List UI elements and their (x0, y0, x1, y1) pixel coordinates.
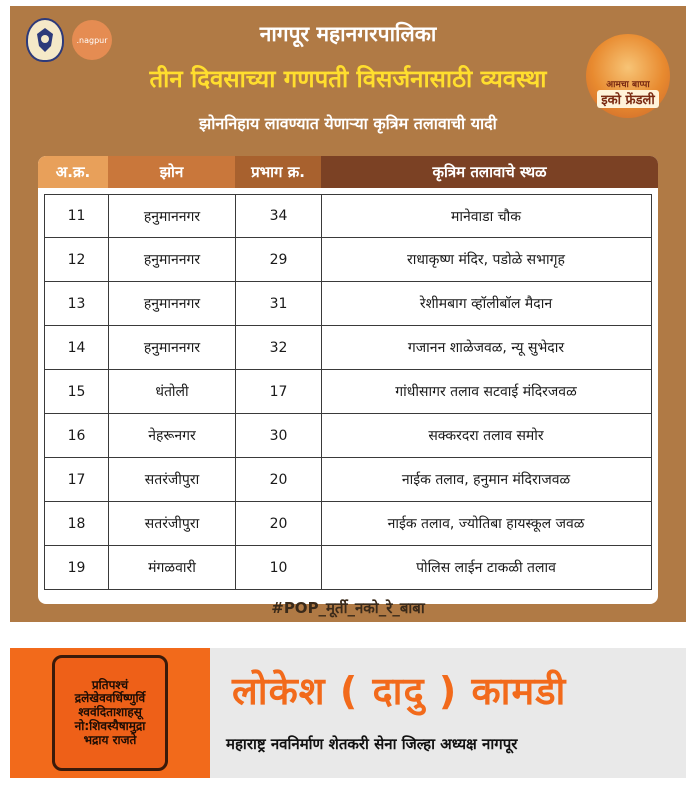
table-header (38, 156, 658, 188)
table-row (44, 414, 652, 458)
header-serial: अ.क्र. (38, 156, 108, 188)
table-row (44, 370, 652, 414)
poster-subtitle: झोननिहाय लावण्यात येणाऱ्या कृत्रिम तलावाची यादी (199, 114, 497, 133)
cell-ward: 29 (236, 238, 322, 281)
header-ward: प्रभाग क्र. (235, 156, 321, 188)
cell-serial: 19 (45, 546, 109, 589)
person-role: महाराष्ट्र नवनिर्माण शेतकरी सेना जिल्हा अध्यक्ष नागपूर (226, 735, 518, 753)
cell-location: मानेवाडा चौक (450, 208, 521, 225)
cell-location: पोलिस लाईन टाकळी तलाव (416, 560, 556, 576)
hashtag: #POP_मूर्ती_नको_रे_बाबा (271, 599, 425, 617)
table-row (44, 238, 652, 282)
table-body (38, 188, 658, 590)
cell-ward: 32 (236, 326, 322, 369)
cell-zone: हनुमाननगर (109, 238, 236, 281)
cell-serial: 12 (45, 238, 109, 281)
cell-zone: मंगळवारी (109, 546, 236, 589)
cell-location: गजानन शाळेजवळ, न्यू सुभेदार (407, 340, 565, 356)
cell-serial: 17 (45, 458, 109, 501)
table-row (44, 546, 652, 590)
cell-zone: हनुमाननगर (109, 195, 236, 237)
cell-ward: 20 (236, 502, 322, 545)
cell-ward: 34 (236, 195, 322, 237)
seal-line: प्रतिपश्चं (91, 677, 129, 692)
seal-panel (10, 648, 210, 778)
table-row (44, 326, 652, 370)
cell-zone: धंतोली (109, 370, 236, 413)
cell-serial: 14 (45, 326, 109, 369)
poster (10, 6, 686, 622)
seal-line: द्रलेखेववर्धिष्णुर्वि (74, 691, 146, 706)
corp-name: नागपूर महानगरपालिका (259, 22, 437, 46)
signature-banner (10, 648, 686, 778)
table-row (44, 282, 652, 326)
table-row (44, 194, 652, 238)
cell-location: नाईक तलाव, हनुमान मंदिराजवळ (401, 472, 571, 488)
poster-title: तीन दिवसाच्या गणपती विसर्जनासाठी व्यवस्था (149, 65, 547, 93)
cell-ward: 30 (236, 414, 322, 457)
cell-serial: 11 (45, 195, 109, 237)
cell-serial: 18 (45, 502, 109, 545)
cell-location: राधाकृष्ण मंदिर, पडोळे सभागृह (407, 252, 565, 268)
cell-serial: 16 (45, 414, 109, 457)
cell-ward: 31 (236, 282, 322, 325)
table-row (44, 502, 652, 546)
header-zone: झोन (108, 156, 235, 188)
cell-serial: 13 (45, 282, 109, 325)
cell-ward: 20 (236, 458, 322, 501)
cell-zone: सतरंजीपुरा (109, 458, 236, 501)
eco-ganesha-logo-icon (586, 34, 670, 118)
person-name: लोकेश ( दादु ) कामडी (232, 669, 567, 713)
cell-zone: सतरंजीपुरा (109, 502, 236, 545)
seal-line: नो:शिवस्यैषामुद्रा (74, 718, 146, 733)
table-row (44, 458, 652, 502)
cell-location: नाईक तलाव, ज्योतिबा हायस्कूल जवळ (387, 516, 585, 532)
cell-location: गांधीसागर तलाव सटवाई मंदिरजवळ (395, 384, 577, 400)
cell-zone: हनुमाननगर (109, 326, 236, 369)
header-location: कृत्रिम तलावाचे स्थळ (321, 156, 658, 188)
seal-line: श्ववंदिताशाहसू (78, 705, 142, 720)
cell-zone: नेहरूनगर (109, 414, 236, 457)
cell-ward: 10 (236, 546, 322, 589)
cell-location: रेशीमबाग व्हॉलीबॉल मैदान (419, 296, 553, 312)
nagpur-logo-icon: .nagpur (72, 20, 112, 60)
eco-logo-line1: आमचा बाप्पा (606, 80, 650, 90)
tank-table (38, 156, 658, 604)
shivmudra-seal-icon (52, 655, 168, 771)
eco-logo-line2: इको फ्रेंडली (597, 90, 658, 108)
seal-line: भद्राय राजते (83, 732, 137, 747)
cell-serial: 15 (45, 370, 109, 413)
cell-ward: 17 (236, 370, 322, 413)
cell-location: सक्करदरा तलाव समोर (428, 428, 544, 444)
cell-zone: हनुमाननगर (109, 282, 236, 325)
